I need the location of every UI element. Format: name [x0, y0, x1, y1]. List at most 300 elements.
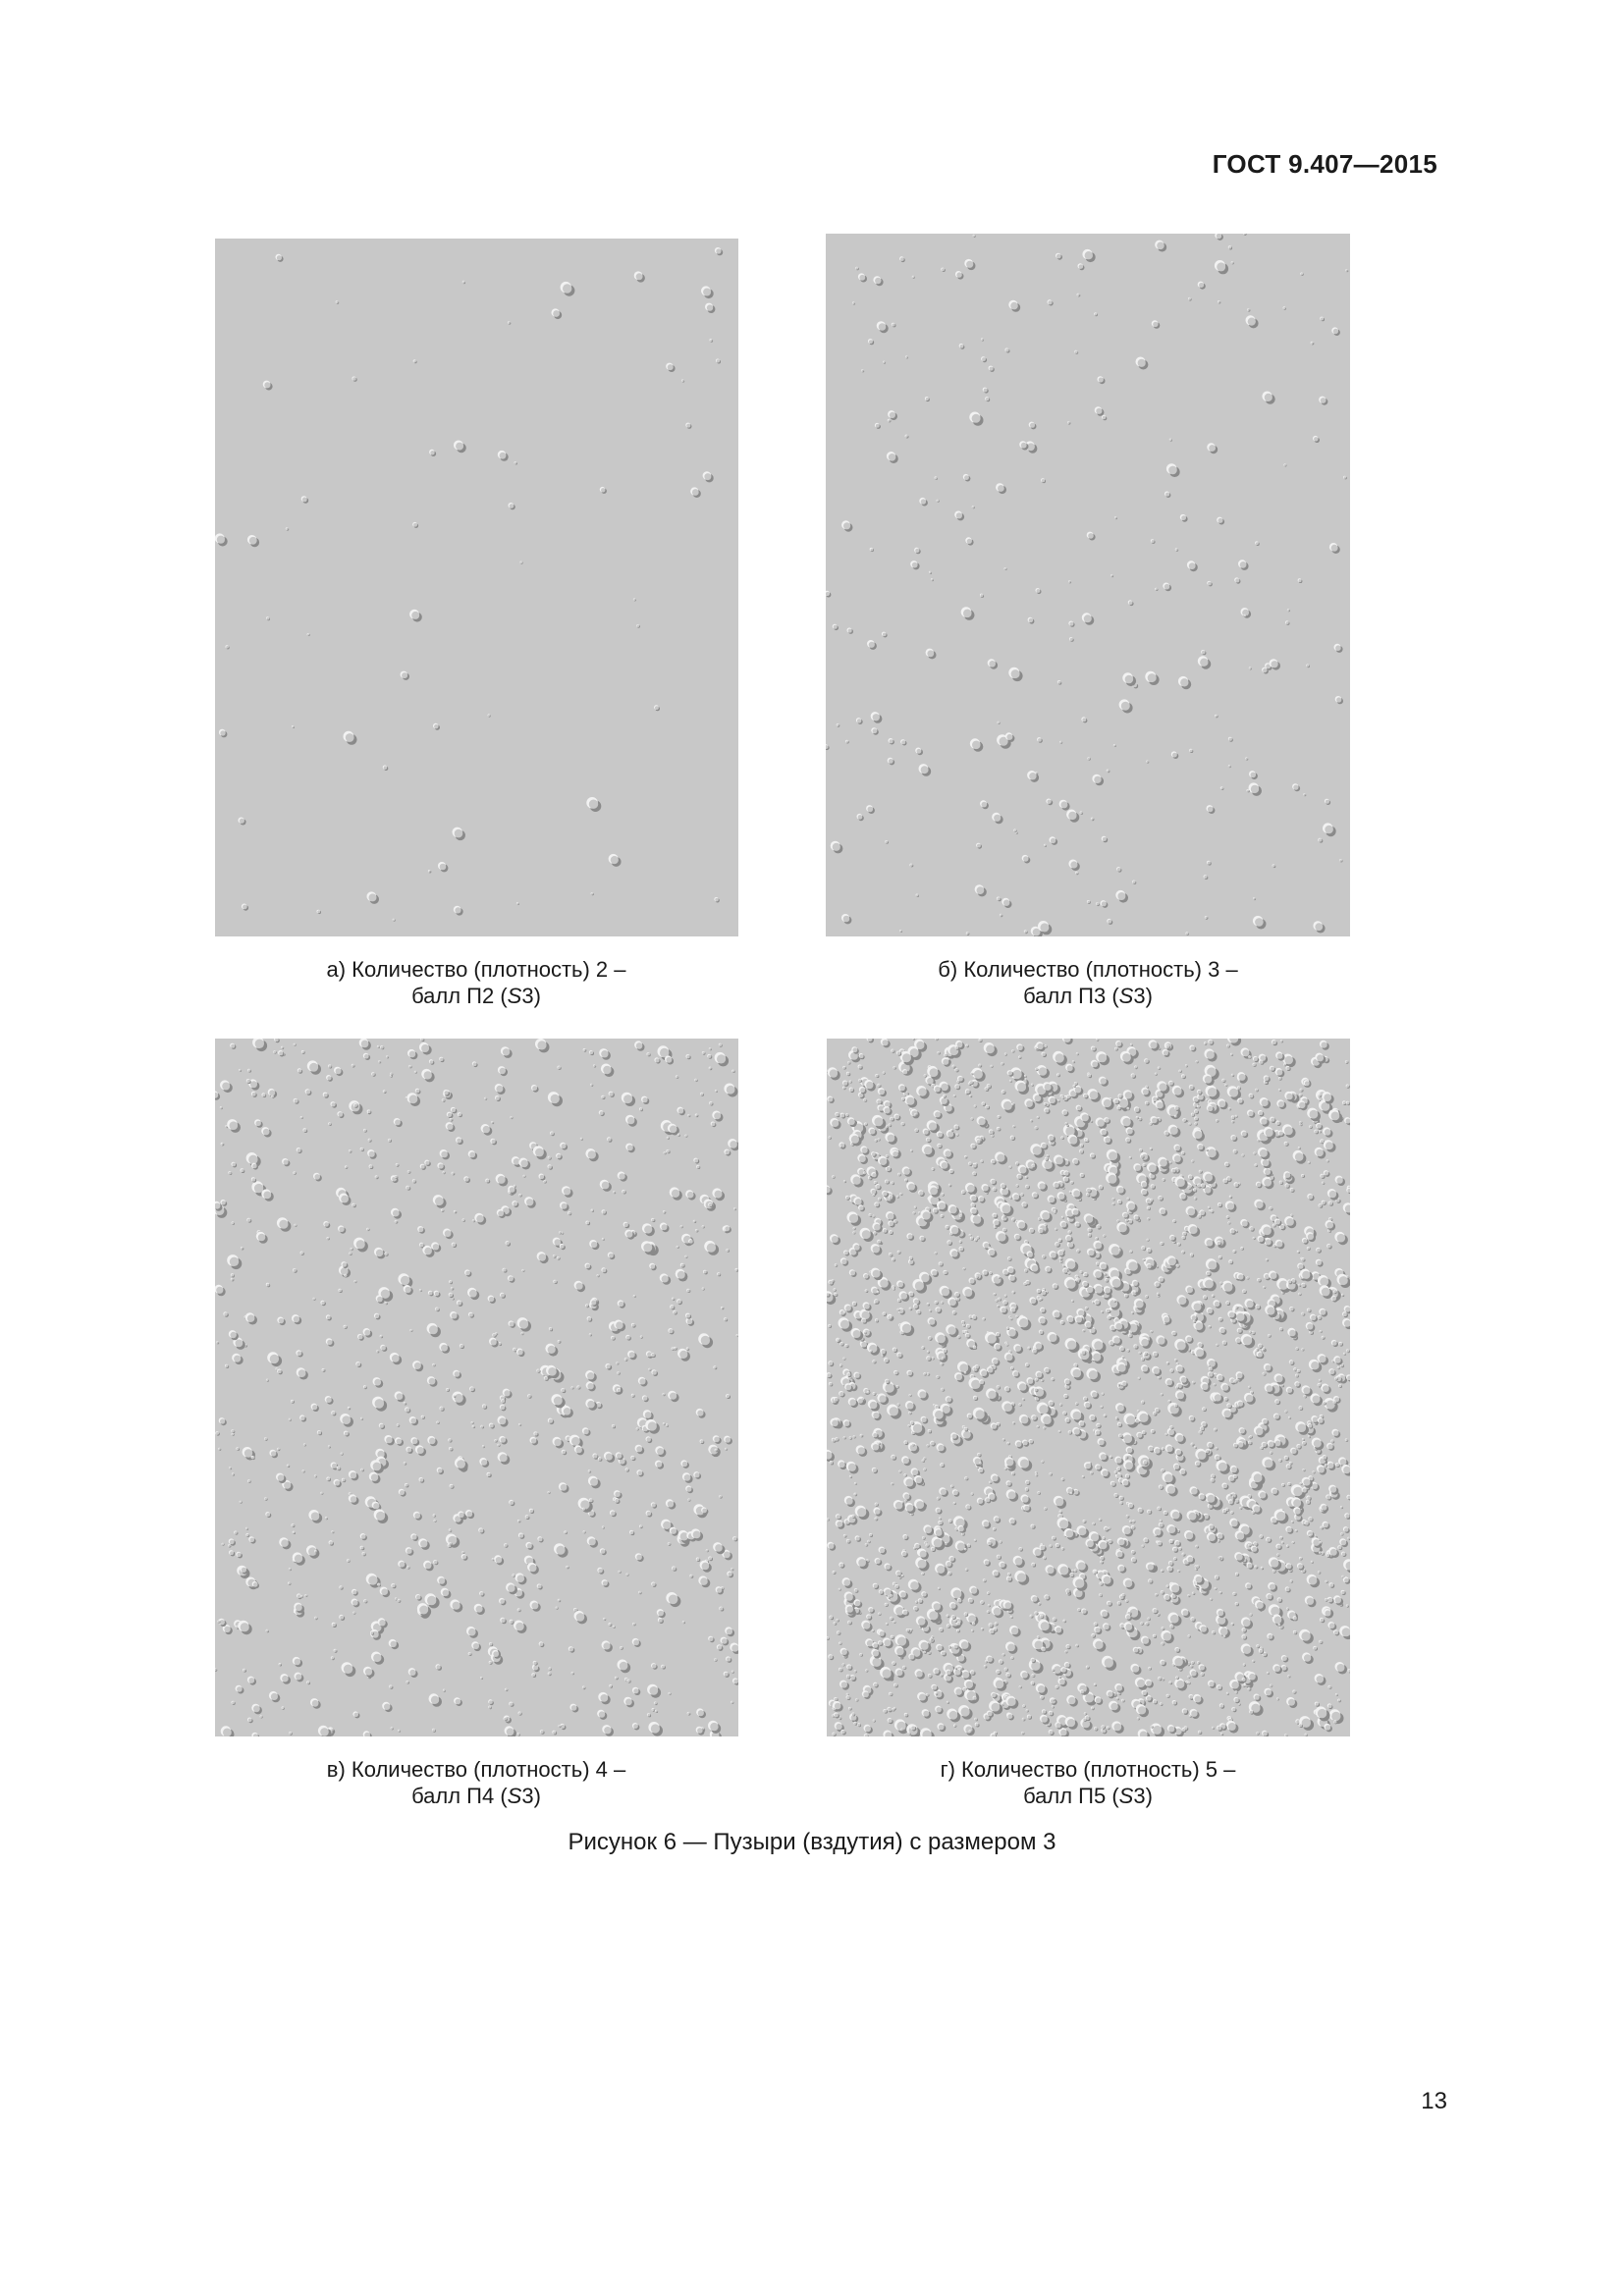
- bubble: [539, 1174, 546, 1181]
- bubble: [427, 1436, 437, 1446]
- bubble: [902, 1666, 906, 1670]
- bubble: [1057, 1192, 1067, 1201]
- bubble: [347, 1559, 351, 1563]
- bubble: [961, 1670, 972, 1681]
- bubble: [937, 1131, 945, 1139]
- bubble: [1001, 1062, 1003, 1065]
- bubble: [1017, 1457, 1032, 1471]
- bubble: [374, 1313, 381, 1320]
- bubble: [626, 1680, 630, 1683]
- bubble: [927, 1372, 930, 1375]
- bubble: [599, 1110, 605, 1116]
- bubble: [363, 1599, 367, 1603]
- bubble: [954, 1687, 964, 1697]
- bubble: [944, 1148, 954, 1158]
- bubble: [1173, 1557, 1177, 1561]
- bubble: [1190, 1617, 1195, 1623]
- bubble: [1320, 317, 1325, 322]
- bubble: [1078, 1420, 1085, 1427]
- bubble: [1162, 1627, 1165, 1630]
- bubble: [889, 1692, 893, 1696]
- bubble: [1253, 1237, 1256, 1240]
- bubble: [940, 1160, 950, 1171]
- bubble: [1293, 1150, 1307, 1164]
- bubble: [977, 1453, 981, 1457]
- bubble: [494, 1439, 497, 1442]
- bubble: [1208, 1681, 1216, 1688]
- bubble: [404, 1402, 406, 1405]
- bubble: [553, 1437, 565, 1449]
- bubble: [965, 1183, 977, 1196]
- bubble: [1216, 1119, 1218, 1122]
- bubble: [1220, 1733, 1223, 1735]
- bubble: [231, 1273, 235, 1277]
- bubble: [836, 1619, 839, 1622]
- bubble: [647, 1684, 661, 1698]
- bubble: [847, 1061, 850, 1064]
- bubble: [1226, 1215, 1230, 1219]
- bubble: [696, 1708, 706, 1718]
- bubble: [893, 1066, 896, 1069]
- bubble: [938, 1521, 944, 1525]
- bubble: [1107, 1601, 1112, 1607]
- bubble: [624, 1358, 628, 1362]
- bubble: [935, 476, 938, 479]
- bubble: [401, 671, 409, 680]
- bubble: [627, 1351, 637, 1361]
- bubble: [1150, 1330, 1153, 1333]
- bubble: [900, 739, 906, 745]
- bubble: [582, 1686, 586, 1690]
- bubble: [305, 1089, 312, 1095]
- bubble: [1163, 1178, 1166, 1182]
- bubble: [988, 659, 998, 668]
- bubble: [981, 1628, 984, 1630]
- bubble: [1153, 1699, 1158, 1704]
- bubble: [1195, 1461, 1202, 1468]
- bubble: [326, 1338, 335, 1347]
- bubble: [360, 1533, 367, 1540]
- bubble: [1343, 1559, 1350, 1573]
- bubble: [433, 1514, 436, 1517]
- bubble: [731, 1568, 733, 1571]
- bubble: [1060, 1136, 1064, 1140]
- bubble: [902, 1492, 911, 1501]
- bubble: [1049, 1730, 1055, 1735]
- bubble: [247, 535, 259, 547]
- bubble: [1044, 1594, 1050, 1600]
- bubble: [1053, 1051, 1067, 1066]
- bubble: [1028, 1347, 1032, 1351]
- bubble: [684, 1255, 687, 1258]
- bubble: [1228, 1259, 1233, 1264]
- bubble: [363, 1129, 367, 1133]
- bubble: [972, 506, 975, 508]
- bubble: [1319, 397, 1327, 405]
- bubble: [956, 1629, 960, 1633]
- bubble: [298, 1068, 302, 1074]
- bubble: [1074, 350, 1078, 354]
- bubble: [970, 1207, 979, 1216]
- bubble: [827, 1636, 830, 1640]
- bubble: [246, 1079, 251, 1084]
- bubble: [452, 1392, 465, 1406]
- bubble: [1150, 1148, 1153, 1150]
- bubble: [991, 1135, 994, 1138]
- bubble: [635, 1553, 644, 1562]
- bubble: [413, 1512, 422, 1521]
- bubble: [474, 1213, 486, 1225]
- bubble: [560, 1244, 566, 1250]
- bubble: [655, 1446, 666, 1457]
- bubble: [615, 1677, 619, 1681]
- bubble: [1207, 581, 1213, 587]
- bubble: [1011, 1217, 1015, 1221]
- bubble: [1016, 1220, 1027, 1231]
- bubble: [686, 1054, 691, 1059]
- bubble: [898, 1084, 907, 1093]
- bubble: [317, 1430, 322, 1435]
- bubble: [883, 1638, 893, 1649]
- bubble: [1054, 1496, 1066, 1509]
- bubble: [267, 1352, 282, 1366]
- bubble: [954, 511, 964, 521]
- bubble: [893, 1500, 905, 1512]
- bubble: [1002, 1438, 1005, 1441]
- bubble: [1233, 1149, 1238, 1154]
- bubble: [1192, 1592, 1195, 1595]
- bubble: [947, 1624, 950, 1628]
- bubble: [728, 1139, 738, 1150]
- bubble: [1082, 613, 1095, 625]
- bubble: [1257, 1278, 1262, 1282]
- bubble: [1310, 1393, 1323, 1406]
- bubble: [973, 1396, 978, 1401]
- bubble: [608, 1253, 615, 1260]
- bubble: [280, 1674, 291, 1684]
- bubble: [662, 1393, 665, 1396]
- bubble: [969, 1095, 972, 1097]
- bubble: [1056, 1543, 1060, 1548]
- bubble: [1099, 1262, 1109, 1272]
- bubble: [517, 1608, 521, 1612]
- bubble: [877, 1240, 882, 1245]
- bubble: [236, 1447, 240, 1451]
- bubble: [922, 1536, 926, 1540]
- bubble: [1214, 1383, 1217, 1386]
- bubble: [1108, 1539, 1113, 1544]
- bubble: [1042, 1709, 1047, 1715]
- bubble: [1275, 1544, 1282, 1551]
- bubble: [849, 1269, 857, 1277]
- bubble: [220, 1080, 233, 1093]
- bubble: [1151, 1429, 1156, 1434]
- bubble: [1316, 1259, 1324, 1267]
- bubbles-image-d: [827, 1039, 1350, 1736]
- bubble: [932, 1167, 936, 1171]
- bubble: [499, 1598, 507, 1606]
- bubble: [1117, 1601, 1122, 1606]
- bubble: [1098, 1438, 1107, 1447]
- bubble: [698, 1333, 713, 1348]
- bubble: [846, 1675, 851, 1680]
- bubble: [681, 380, 684, 383]
- bubble: [727, 1572, 733, 1578]
- bubble: [1116, 1222, 1129, 1235]
- bubble: [994, 1293, 997, 1296]
- bubble: [1129, 1156, 1132, 1159]
- bubble: [935, 1039, 938, 1041]
- bubble: [935, 1564, 947, 1576]
- bubble: [553, 1280, 558, 1284]
- bubble: [647, 1052, 651, 1056]
- bubble: [875, 1503, 879, 1507]
- bubble: [1192, 1129, 1205, 1142]
- panel-caption-a: [201, 956, 751, 1009]
- bubble: [910, 561, 919, 569]
- bubble: [889, 738, 894, 745]
- bubble: [1072, 1158, 1080, 1166]
- bubble: [1290, 1579, 1293, 1582]
- bubble: [1249, 1094, 1255, 1099]
- bubble: [1037, 1116, 1040, 1119]
- bubble: [1301, 1312, 1305, 1316]
- bubble: [832, 1175, 835, 1178]
- bubble: [378, 1060, 381, 1063]
- bubble: [1327, 1622, 1336, 1630]
- bubble: [1159, 1485, 1164, 1490]
- bubble: [937, 500, 940, 503]
- bubble: [1159, 1276, 1165, 1283]
- bubble: [1284, 1456, 1290, 1462]
- bubble: [1253, 897, 1256, 900]
- bubble: [673, 1310, 677, 1314]
- bubble: [456, 1137, 463, 1145]
- bubble: [667, 1137, 670, 1140]
- bubble: [352, 1612, 355, 1615]
- bubble: [1049, 1401, 1056, 1408]
- bubble: [890, 1117, 894, 1122]
- bubble: [942, 1057, 950, 1066]
- bubble: [509, 503, 515, 509]
- bubble: [215, 1431, 219, 1435]
- bubble: [971, 1117, 974, 1120]
- bubble: [525, 1542, 533, 1550]
- bubble: [1255, 1089, 1259, 1093]
- bubble: [218, 1448, 221, 1451]
- bubble: [323, 1221, 330, 1228]
- bubble: [1110, 1481, 1116, 1487]
- bubble: [434, 1520, 437, 1522]
- bubble: [1299, 1557, 1303, 1561]
- bubble: [959, 1240, 962, 1243]
- bubble: [1295, 1529, 1298, 1532]
- bubble: [1148, 1667, 1152, 1671]
- bubble: [680, 1263, 685, 1268]
- bubble: [1131, 1073, 1137, 1079]
- bubble: [410, 1533, 418, 1541]
- bubble: [1122, 1212, 1129, 1219]
- bubble: [905, 435, 909, 439]
- bubble: [548, 1491, 551, 1494]
- bubble: [1171, 751, 1179, 759]
- bubble: [901, 1122, 905, 1126]
- bubble: [855, 267, 859, 271]
- bubble: [602, 1526, 605, 1529]
- bubble: [1061, 1547, 1064, 1550]
- bubble: [601, 1095, 605, 1099]
- bubble: [320, 1301, 326, 1306]
- bubble: [292, 1314, 301, 1324]
- bubble: [954, 1125, 960, 1131]
- bubble: [893, 1370, 899, 1375]
- bubble: [1290, 1188, 1295, 1193]
- figure-panel-d: [827, 1039, 1350, 1736]
- bubble: [1014, 1234, 1022, 1242]
- bubble: [636, 1427, 639, 1430]
- bubble: [922, 1346, 926, 1350]
- bubble: [848, 1398, 858, 1408]
- bubble: [1087, 1089, 1101, 1102]
- bubble: [1224, 1397, 1229, 1402]
- bubble: [488, 1706, 492, 1710]
- bubble: [932, 1357, 935, 1360]
- bubble: [1221, 1281, 1235, 1295]
- bubble: [1124, 1294, 1129, 1299]
- bubble: [1334, 644, 1343, 653]
- bubble: [1118, 1434, 1123, 1439]
- bubble: [1158, 1196, 1164, 1201]
- bubble: [1065, 1064, 1075, 1074]
- bubble: [846, 1695, 851, 1700]
- bubble: [1083, 1397, 1088, 1402]
- bubble: [389, 1685, 393, 1689]
- bubble: [708, 1721, 721, 1734]
- bubble: [1293, 1630, 1297, 1634]
- bubble: [891, 1049, 894, 1053]
- bubble: [885, 840, 889, 844]
- bubble: [613, 1626, 616, 1629]
- bubble: [946, 1396, 953, 1404]
- bubble: [1334, 1232, 1348, 1246]
- bubble: [537, 1252, 549, 1263]
- bubble: [677, 1134, 680, 1137]
- bubble: [1001, 1090, 1006, 1095]
- bubble: [1331, 1340, 1338, 1347]
- bubble: [1068, 1230, 1072, 1234]
- bubble: [982, 1102, 986, 1106]
- bubble: [854, 1482, 857, 1485]
- bubble: [1174, 1679, 1187, 1691]
- bubble: [326, 1314, 332, 1320]
- bubble: [997, 1127, 1001, 1132]
- bubble: [1166, 1694, 1170, 1698]
- bubble: [1101, 1610, 1110, 1619]
- bubble: [517, 1317, 532, 1332]
- bubble: [479, 1591, 485, 1597]
- bubble: [668, 1391, 679, 1403]
- bubble: [964, 1688, 979, 1703]
- bubble: [247, 1479, 251, 1483]
- bubble: [1284, 1411, 1287, 1414]
- bubble: [654, 1057, 660, 1063]
- bubble: [1203, 1295, 1208, 1300]
- bubble: [863, 1273, 870, 1280]
- bubble: [1189, 1123, 1192, 1126]
- bubble: [313, 1173, 322, 1182]
- bubble: [1066, 1644, 1071, 1649]
- bubble: [1220, 786, 1224, 790]
- bubble: [835, 1112, 839, 1117]
- bubble: [970, 1144, 977, 1150]
- bubble: [928, 1336, 933, 1340]
- bubble: [509, 1702, 514, 1707]
- bubble: [523, 1175, 526, 1178]
- bubble: [491, 1121, 494, 1124]
- bubble: [232, 1354, 244, 1364]
- bubble: [1337, 1545, 1342, 1550]
- bubble: [1037, 1065, 1051, 1079]
- bubble: [827, 1185, 833, 1195]
- bubble: [245, 1533, 249, 1537]
- bubble: [1158, 1677, 1162, 1681]
- bubble: [636, 624, 640, 628]
- bubble: [266, 1283, 270, 1287]
- bubble: [376, 1350, 379, 1353]
- bubble: [620, 1646, 623, 1650]
- bubble: [404, 1285, 413, 1295]
- bubble: [1025, 1480, 1030, 1485]
- bubble: [998, 1298, 1001, 1302]
- bubble: [1292, 783, 1300, 791]
- bubble: [419, 1042, 432, 1055]
- bubble: [922, 1709, 932, 1719]
- bubble: [1235, 1573, 1239, 1576]
- bubble: [1272, 1040, 1277, 1045]
- bubble: [297, 1148, 302, 1153]
- bubble: [1125, 1474, 1130, 1479]
- bubble: [1190, 1665, 1194, 1669]
- bubble: [1102, 1656, 1116, 1671]
- bubble: [414, 1071, 417, 1074]
- bubble: [1099, 1519, 1102, 1522]
- bubble: [1230, 1228, 1236, 1235]
- bubble: [937, 1144, 943, 1148]
- bubble: [1328, 1201, 1333, 1206]
- bubble: [549, 1667, 552, 1670]
- bubble: [1245, 1582, 1253, 1590]
- bubble: [460, 1344, 464, 1349]
- bubble: [1337, 1699, 1341, 1703]
- bubble: [1068, 860, 1079, 871]
- bubble: [997, 897, 1001, 902]
- bubble: [654, 1702, 658, 1706]
- bubble: [1270, 1066, 1275, 1072]
- bubble: [1082, 249, 1095, 262]
- bubble: [1249, 782, 1263, 796]
- bubble: [1216, 1344, 1218, 1347]
- bubble: [1164, 1594, 1171, 1602]
- bubble: [839, 1113, 845, 1119]
- bubble: [915, 1129, 919, 1134]
- bubble: [314, 1617, 317, 1620]
- bubble: [1019, 1403, 1022, 1406]
- bubble: [948, 1184, 951, 1187]
- bubble: [588, 1469, 591, 1472]
- bubble: [1049, 1251, 1057, 1259]
- bubble: [1052, 1705, 1055, 1708]
- bubble: [1136, 357, 1149, 370]
